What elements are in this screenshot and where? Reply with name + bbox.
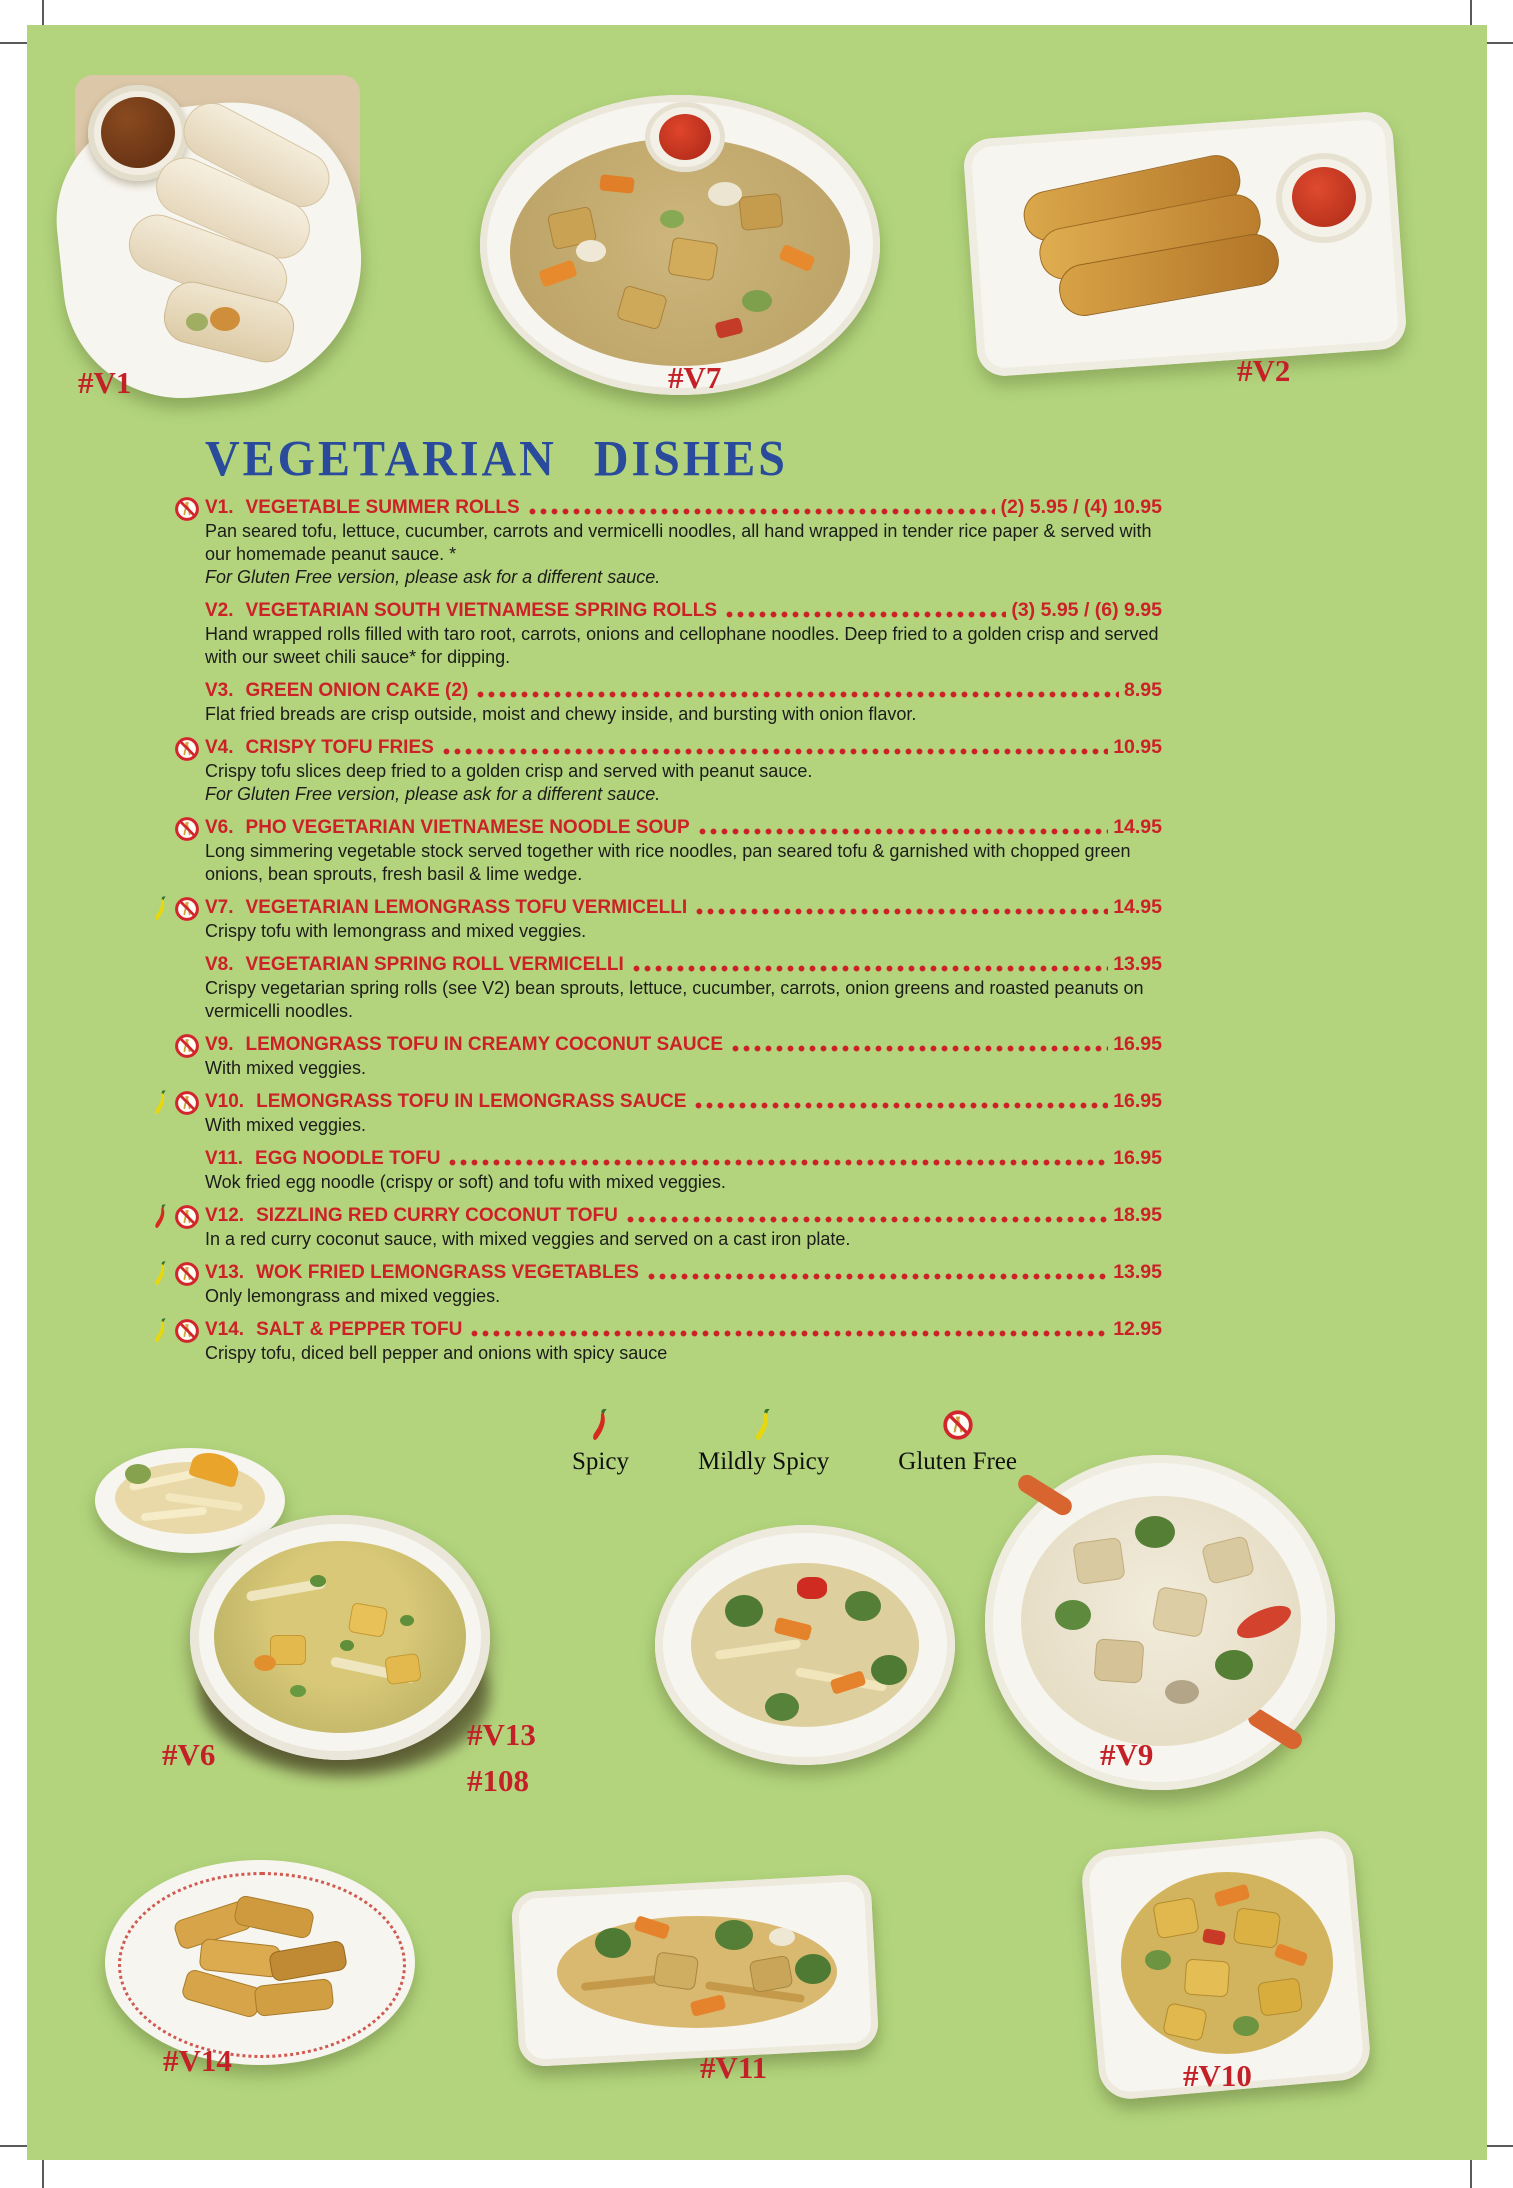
item-gluten-free-note: For Gluten Free version, please ask for a different sauce. bbox=[205, 567, 661, 587]
item-header bbox=[205, 1089, 1162, 1114]
gluten-free-icon bbox=[174, 496, 200, 522]
photo-v1-summer-rolls bbox=[60, 75, 370, 405]
yellow-chili-icon bbox=[153, 895, 169, 923]
item-header bbox=[205, 1317, 1162, 1342]
item-price: 13.95 bbox=[1113, 953, 1162, 975]
item-name: PHO VEGETARIAN VIETNAMESE NOODLE SOUP bbox=[245, 817, 690, 838]
photo-label-v14: #V14 bbox=[163, 2043, 232, 2078]
red-chili-icon bbox=[153, 1203, 169, 1231]
gluten-free-icon bbox=[174, 1318, 200, 1344]
item-name: LEMONGRASS TOFU IN LEMONGRASS SAUCE bbox=[256, 1091, 687, 1112]
crop-mark bbox=[0, 42, 30, 44]
item-description: Hand wrapped rolls filled with taro root, carrots, onions and cellophane noodles. Deep fried to a golden crisp and served with our sweet chili sauce* for dipping. bbox=[205, 624, 1159, 667]
item-icons bbox=[150, 895, 200, 923]
legend-label-gluten-free: Gluten Free bbox=[898, 1448, 1017, 1475]
dotted-leader bbox=[722, 608, 1006, 621]
legend-label-spicy: Spicy bbox=[572, 1448, 629, 1475]
menu-list bbox=[150, 495, 1162, 1374]
item-description: Long simmering vegetable stock served together with rice noodles, pan seared tofu & garnished with chopped green onions, bean sprouts, fresh basil & lime wedge. bbox=[205, 841, 1131, 884]
dotted-leader bbox=[473, 688, 1119, 701]
item-description: Only lemongrass and mixed veggies. bbox=[205, 1286, 501, 1306]
item-name: VEGETABLE SUMMER ROLLS bbox=[245, 497, 520, 518]
gluten-free-icon bbox=[174, 1204, 200, 1230]
item-icons bbox=[150, 1260, 200, 1288]
item-description: In a red curry coconut sauce, with mixed veggies and served on a cast iron plate. bbox=[205, 1229, 851, 1249]
item-icons bbox=[150, 495, 200, 522]
menu-item-v9 bbox=[150, 1032, 1162, 1080]
item-price: 13.95 bbox=[1113, 1261, 1162, 1283]
photo-v13-wok-vegetables bbox=[655, 1525, 960, 1775]
item-description: Wok fried egg noodle (crispy or soft) and tofu with mixed veggies. bbox=[205, 1172, 726, 1192]
legend bbox=[572, 1407, 1017, 1476]
item-code: V3. bbox=[205, 680, 234, 701]
gluten-free-icon bbox=[174, 896, 200, 922]
item-header bbox=[205, 678, 1162, 703]
item-price: 14.95 bbox=[1113, 896, 1162, 918]
item-header bbox=[205, 1146, 1162, 1171]
item-code: V11. bbox=[205, 1148, 244, 1169]
crop-mark bbox=[0, 2145, 30, 2147]
dotted-leader bbox=[525, 505, 996, 518]
item-name: VEGETARIAN LEMONGRASS TOFU VERMICELLI bbox=[245, 897, 688, 918]
crop-mark bbox=[1483, 2145, 1513, 2147]
item-name: EGG NOODLE TOFU bbox=[255, 1148, 441, 1169]
gluten-free-icon bbox=[174, 1090, 200, 1116]
item-code: V2. bbox=[205, 600, 234, 621]
photo-label-v6: #V6 bbox=[162, 1737, 216, 1772]
item-description: Crispy tofu with lemongrass and mixed veggies. bbox=[205, 921, 587, 941]
photo-v14-salt-pepper-tofu bbox=[105, 1850, 420, 2075]
menu-item-v2 bbox=[150, 598, 1162, 669]
menu-item-v7 bbox=[150, 895, 1162, 943]
menu-item-v6 bbox=[150, 815, 1162, 886]
item-header bbox=[205, 1260, 1162, 1285]
yellow-chili-icon bbox=[153, 1089, 169, 1117]
dotted-leader bbox=[644, 1270, 1108, 1283]
yellow-chili-icon bbox=[153, 1260, 169, 1288]
item-header bbox=[205, 495, 1162, 520]
crop-mark bbox=[42, 2158, 44, 2188]
item-code: V13. bbox=[205, 1262, 245, 1283]
dotted-leader bbox=[623, 1213, 1108, 1226]
photo-v9-coconut-tofu bbox=[985, 1450, 1340, 1795]
photo-label-v7: #V7 bbox=[668, 360, 722, 395]
photo-v2-spring-rolls bbox=[970, 95, 1410, 405]
item-price: 14.95 bbox=[1113, 816, 1162, 838]
item-price: 8.95 bbox=[1124, 679, 1162, 701]
yellow-chili-icon bbox=[753, 1407, 774, 1444]
photo-label-v9: #V9 bbox=[1100, 1737, 1154, 1772]
red-chili-icon bbox=[590, 1407, 611, 1444]
dotted-leader bbox=[728, 1042, 1108, 1055]
item-header bbox=[205, 1203, 1162, 1228]
menu-item-v1 bbox=[150, 495, 1162, 589]
photo-label-108: #108 bbox=[467, 1763, 529, 1798]
item-gluten-free-note: For Gluten Free version, please ask for a different sauce. bbox=[205, 784, 661, 804]
item-price: 16.95 bbox=[1113, 1033, 1162, 1055]
photo-label-v13: #V13 bbox=[467, 1717, 536, 1752]
item-name: GREEN ONION CAKE (2) bbox=[245, 680, 469, 701]
item-icons bbox=[150, 1089, 200, 1117]
dotted-leader bbox=[445, 1156, 1108, 1169]
item-code: V8. bbox=[205, 954, 234, 975]
item-description: Crispy tofu slices deep fried to a golden crisp and served with peanut sauce. bbox=[205, 761, 813, 781]
item-code: V12. bbox=[205, 1205, 245, 1226]
item-code: V9. bbox=[205, 1034, 234, 1055]
crop-mark bbox=[1470, 2158, 1472, 2188]
gluten-free-icon bbox=[174, 816, 200, 842]
photo-label-v1: #V1 bbox=[78, 365, 132, 400]
item-code: V4. bbox=[205, 737, 234, 758]
item-description: With mixed veggies. bbox=[205, 1058, 367, 1078]
photo-label-v10: #V10 bbox=[1183, 2058, 1252, 2093]
crop-mark bbox=[1483, 42, 1513, 44]
item-icons bbox=[150, 1203, 200, 1231]
dotted-leader bbox=[629, 962, 1108, 975]
photo-v11-egg-noodle-tofu bbox=[515, 1858, 885, 2078]
menu-item-v3 bbox=[150, 678, 1162, 726]
item-header bbox=[205, 815, 1162, 840]
photo-v6-pho-soup bbox=[190, 1515, 495, 1780]
item-description: Flat fried breads are crisp outside, moist and chewy inside, and bursting with onion flavor. bbox=[205, 704, 917, 724]
menu-item-v4 bbox=[150, 735, 1162, 806]
item-icons bbox=[150, 1317, 200, 1345]
menu-item-v13 bbox=[150, 1260, 1162, 1308]
page-title: VEGETARIAN DISHES bbox=[205, 431, 788, 488]
dotted-leader bbox=[467, 1327, 1108, 1340]
item-name: CRISPY TOFU FRIES bbox=[245, 737, 434, 758]
item-price: (2) 5.95 / (4) 10.95 bbox=[1000, 496, 1162, 518]
menu-item-v11 bbox=[150, 1146, 1162, 1194]
item-price: 18.95 bbox=[1113, 1204, 1162, 1226]
gluten-free-icon bbox=[174, 1261, 200, 1287]
dotted-leader bbox=[695, 825, 1109, 838]
yellow-chili-icon bbox=[153, 1317, 169, 1345]
photo-v7-lemongrass-tofu bbox=[480, 90, 880, 400]
item-header bbox=[205, 598, 1162, 623]
item-code: V7. bbox=[205, 897, 234, 918]
item-code: V6. bbox=[205, 817, 234, 838]
menu-item-v14 bbox=[150, 1317, 1162, 1365]
item-icons bbox=[150, 1032, 200, 1059]
item-name: VEGETARIAN SOUTH VIETNAMESE SPRING ROLLS bbox=[245, 600, 718, 621]
item-name: SALT & PEPPER TOFU bbox=[256, 1319, 463, 1340]
item-description: Pan seared tofu, lettuce, cucumber, carrots and vermicelli noodles, all hand wrapped in tender rice paper & served with our homemade peanut sauce. * bbox=[205, 521, 1152, 564]
gluten-free-icon bbox=[174, 1033, 200, 1059]
item-header bbox=[205, 1032, 1162, 1057]
legend-item-mildly-spicy bbox=[698, 1407, 829, 1476]
item-price: 16.95 bbox=[1113, 1147, 1162, 1169]
gluten-free-icon bbox=[174, 736, 200, 762]
item-code: V1. bbox=[205, 497, 234, 518]
item-price: (3) 5.95 / (6) 9.95 bbox=[1011, 599, 1162, 621]
item-name: SIZZLING RED CURRY COCONUT TOFU bbox=[256, 1205, 618, 1226]
gluten-free-icon bbox=[942, 1409, 974, 1441]
item-price: 10.95 bbox=[1113, 736, 1162, 758]
photo-label-v11: #V11 bbox=[700, 2050, 768, 2085]
item-description: Crispy vegetarian spring rolls (see V2) bean sprouts, lettuce, cucumber, carrots, onion greens and roasted peanuts on vermicelli noodles. bbox=[205, 978, 1144, 1021]
legend-item-spicy bbox=[572, 1407, 629, 1476]
item-name: VEGETARIAN SPRING ROLL VERMICELLI bbox=[245, 954, 624, 975]
item-header bbox=[205, 735, 1162, 760]
item-header bbox=[205, 952, 1162, 977]
menu-item-v12 bbox=[150, 1203, 1162, 1251]
menu-item-v10 bbox=[150, 1089, 1162, 1137]
item-icons bbox=[150, 735, 200, 762]
menu-item-v8 bbox=[150, 952, 1162, 1023]
dotted-leader bbox=[692, 905, 1108, 918]
item-description: Crispy tofu, diced bell pepper and onions with spicy sauce bbox=[205, 1343, 668, 1363]
item-description: With mixed veggies. bbox=[205, 1115, 367, 1135]
item-code: V14. bbox=[205, 1319, 245, 1340]
item-price: 16.95 bbox=[1113, 1090, 1162, 1112]
photo-label-v2: #V2 bbox=[1237, 353, 1291, 388]
item-name: WOK FRIED LEMONGRASS VEGETABLES bbox=[256, 1262, 639, 1283]
item-icons bbox=[150, 815, 200, 842]
legend-label-mildly-spicy: Mildly Spicy bbox=[697, 1448, 830, 1475]
dotted-leader bbox=[691, 1099, 1108, 1112]
dotted-leader bbox=[439, 745, 1108, 758]
item-code: V10. bbox=[205, 1091, 245, 1112]
item-name: LEMONGRASS TOFU IN CREAMY COCONUT SAUCE bbox=[245, 1034, 724, 1055]
item-price: 12.95 bbox=[1113, 1318, 1162, 1340]
item-header bbox=[205, 895, 1162, 920]
menu-sheet bbox=[27, 25, 1487, 2160]
